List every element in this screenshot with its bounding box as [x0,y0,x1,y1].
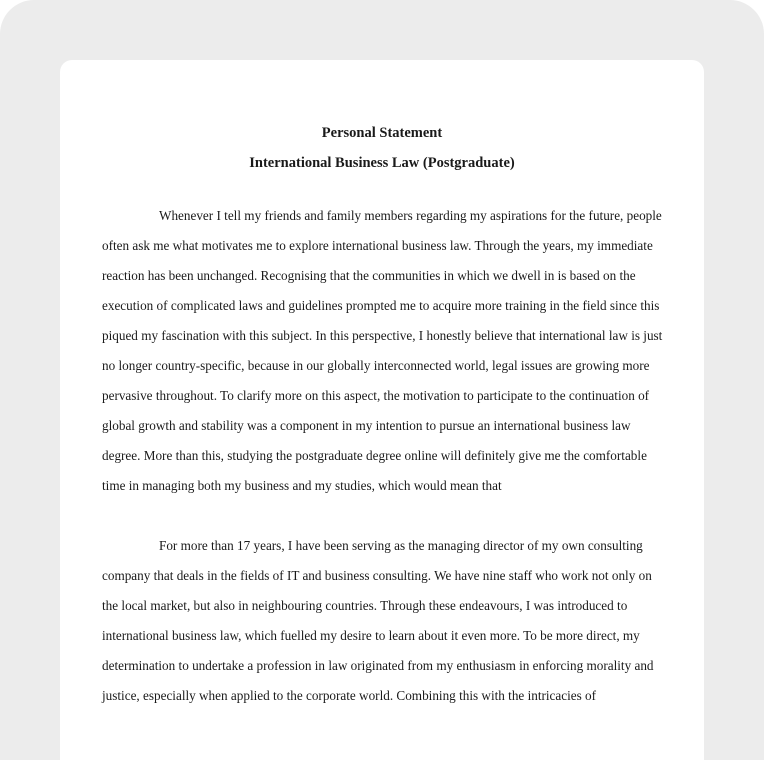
document-page [60,60,704,760]
paragraph-2: For more than 17 years, I have been serving as the managing director of my own consulting company that deals in the fields of IT and business consulting. We have nine staff who work not only on the local market, but also in neighbouring countries. Through these endeavours, I was introduced to international business law, which fuelled my desire to learn about it even more. To be more direct, my determination to undertake a profession in law originated from my enthusiasm in enforcing morality and justice, especially when applied to the corporate world. Combining this with the intricacies of [102,538,654,703]
document-subtitle: International Business Law (Postgraduate) [249,155,515,171]
paragraph-1: Whenever I tell my friends and family members regarding my aspirations for the future, people often ask me what motivates me to explore international business law. Through the years, my immediate reaction has been unchanged. Recognising that the communities in which we dwell in is based on the execution of complicated laws and guidelines prompted me to acquire more training in the field since this piqued my fascination with this subject. In this perspective, I honestly believe that international law is just no longer country-specific, because in our globally interconnected world, legal issues are growing more pervasive throughout. To clarify more on this aspect, the motivation to participate to the continuation of global growth and stability was a component in my intention to pursue an international business law degree. More than this, studying the postgraduate degree online will definitely give me the comfortable time in managing both my business and my studies, which would mean that [102,208,663,493]
document-title: Personal Statement [321,125,443,141]
